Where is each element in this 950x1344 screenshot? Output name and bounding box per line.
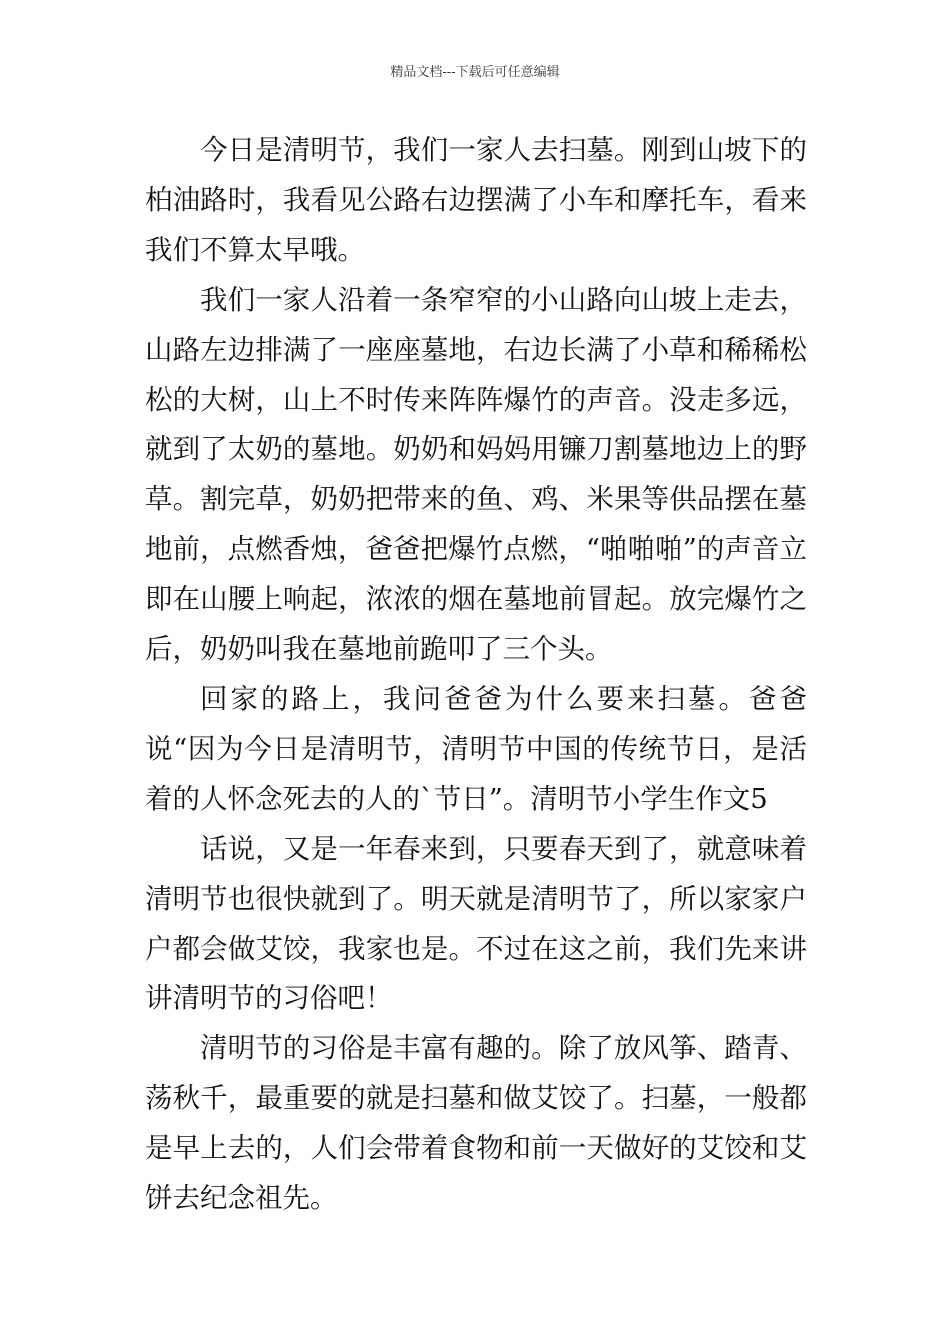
paragraph-5: 清明节的习俗是丰富有趣的。除了放风筝、踏青、荡秋千，最重要的就是扫墓和做艾饺了。扫墓，一般都是早上去的，人们会带着食物和前一天做好的艾饺和艾饼去纪念祖先。 (145, 1032, 807, 1215)
paragraph-4: 话说，又是一年春来到，只要春天到了，就意味着清明节也很快就到了。明天就是清明节了，所以家家户户都会做艾饺，我家也是。不过在这之前，我们先来讲讲清明节的习俗吧！ (145, 832, 807, 1015)
paragraph-2: 我们一家人沿着一条窄窄的小山路向山坡上走去，山路左边排满了一座座墓地，右边长满了小草和稀稀松松的大树，山上不时传来阵阵爆竹的声音。没走多远，就到了太奶的墓地。奶奶和妈妈用镰刀割墓地边上的野草。割完草，奶奶把带来的鱼、鸡、米果等供品摆在墓地前，点燃香烛，爸爸把爆竹点燃，“啪啪啪”的声音立即在山腰上响起，浓浓的烟在墓地前冒起。放完爆竹之后，奶奶叫我在墓地前跪叩了三个头。 (145, 283, 807, 666)
page-header: 精品文档---下载后可任意编辑 (390, 65, 560, 80)
paragraph-3: 回家的路上，我问爸爸为什么要来扫墓。爸爸说“因为今日是清明节，清明节中国的传统节日，是活着的人怀念死去的人的`节日”。清明节小学生作文5 (145, 682, 807, 815)
paragraph-1: 今日是清明节，我们一家人去扫墓。刚到山坡下的柏油路时，我看见公路右边摆满了小车和摩托车，看来我们不算太早哦。 (145, 134, 807, 266)
document-body (145, 126, 807, 1224)
